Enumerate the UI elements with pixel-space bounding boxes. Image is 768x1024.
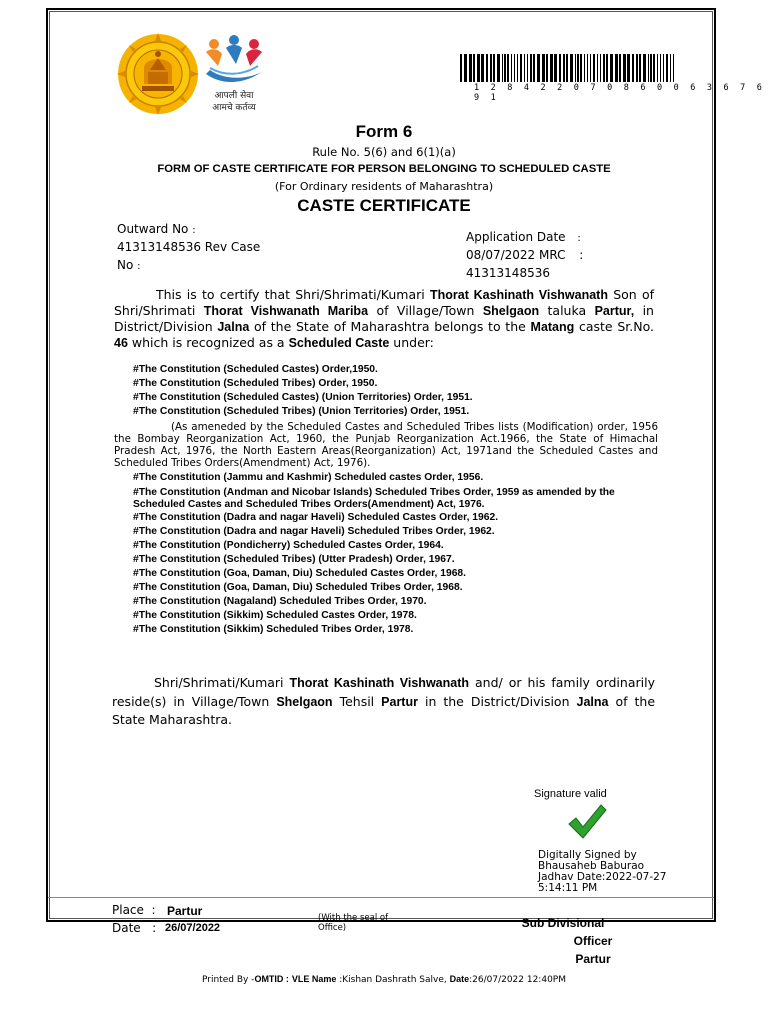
resident-name: Thorat Kashinath Vishwanath	[289, 676, 470, 690]
barcode-bar	[593, 54, 595, 82]
barcode-bar	[670, 54, 671, 82]
barcode-bar	[663, 54, 664, 82]
form-description: FORM OF CASTE CERTIFICATE FOR PERSON BELONGING TO SCHEDULED CASTE	[157, 163, 611, 175]
barcode-bar	[507, 54, 509, 82]
barcode-bar	[600, 54, 601, 82]
logo-tagline-line2: आमचे कर्तव्य	[212, 103, 256, 113]
barcode-bar	[639, 54, 641, 82]
outward-no-suffix: No :	[117, 258, 141, 272]
order-item: #The Constitution (Goa, Daman, Diu) Scheduled Castes Order, 1968.	[133, 568, 467, 579]
date-label: Date :	[112, 921, 157, 935]
barcode-bar	[615, 54, 618, 82]
applicant-name: Thorat Kashinath Vishwanath	[429, 288, 608, 302]
residence-paragraph: Shri/Shrimati/Kumari Thorat Kashinath Vishwanath and/ or his family ordinarily reside(s) in Village/Town Shelgaon Tehsil Partur in the District/Division Jalna of the State Maharashtra.	[112, 675, 656, 727]
order-item: #The Constitution (Scheduled Tribes) (Union Territories) Order, 1951.	[133, 406, 470, 417]
aaple-sarkar-emblem-icon	[200, 34, 268, 90]
barcode-bar	[511, 54, 512, 82]
barcode-bar	[666, 54, 668, 82]
certification-paragraph: This is to certify that Shri/Shrimati/Kumari Thorat Kashinath Vishwanath Son of Shri/Shrimati Thorat Vishwanath Mariba of Village/Town Shelgaon taluka Partur, in District/Division Jalna of the State of Maharashtra belongs to the Matang caste Sr.No. 46 which is recognized as a Scheduled Caste under:	[114, 287, 654, 350]
barcode-bar	[537, 54, 540, 82]
caste-category: Scheduled Caste	[288, 336, 390, 350]
barcode-bar	[606, 54, 608, 82]
order-item: #The Constitution (Scheduled Tribes) Order, 1950.	[133, 378, 378, 389]
logo-tagline-line1: आपली सेवा	[214, 91, 254, 101]
order-item: #The Constitution (Scheduled Castes) (Union Territories) Order, 1951.	[133, 392, 473, 403]
barcode-bar	[546, 54, 548, 82]
order-item: #The Constitution (Nagaland) Scheduled Tribes Order, 1970.	[133, 596, 427, 607]
outward-no-label: Outward No :	[117, 222, 196, 236]
order-item: #The Constitution (Scheduled Castes) Order,1950.	[133, 364, 378, 375]
barcode-bar	[648, 54, 649, 82]
barcode-bar	[575, 54, 576, 82]
barcode-bar	[533, 54, 535, 82]
serial-number: 46	[114, 336, 128, 350]
rule-number: Rule No. 5(6) and 6(1)(a)	[312, 145, 456, 159]
barcode-bar	[520, 54, 522, 82]
barcode-bar	[653, 54, 655, 82]
date-value: 26/07/2022	[165, 922, 221, 934]
aaple-sarkar-logo	[200, 34, 268, 114]
resident-tehsil: Partur	[381, 694, 418, 709]
district-name: Jalna	[217, 320, 250, 334]
barcode-bar	[469, 54, 472, 82]
barcode-bar	[627, 54, 630, 82]
barcode-bar	[657, 54, 658, 82]
place-value: Partur	[167, 904, 203, 918]
printed-by-line: Printed By -OMTID : VLE Name :Kishan Dashrath Salve, Date:26/07/2022 12:40PM	[202, 974, 566, 985]
barcode-bar	[490, 54, 492, 82]
form-number: Form 6	[355, 122, 413, 141]
barcode-bar	[493, 54, 495, 82]
barcode-bar	[673, 54, 674, 82]
barcode-bar	[464, 54, 467, 82]
amendment-note: (As ameneded by the Scheduled Castes and Scheduled Tribes lists (Modification) order, 1956 the Bombay Reorganization Act, 1960, the Punjab Reorganization Act.1966, the State of Himachal Pradesh Act, 1976, the North Eastern Areas(Reorganization) Act, 1971and the Scheduled Castes and Scheduled Tribes Orders(Amendment) Act, 1976).	[114, 421, 658, 469]
mrc-number: 41313148536	[466, 266, 550, 280]
taluka-name: Partur,	[594, 304, 635, 318]
order-item: #The Constitution (Pondicherry) Scheduled Castes Order, 1964.	[133, 540, 444, 551]
barcode-bar	[563, 54, 565, 82]
barcode-bar	[660, 54, 661, 82]
parent-name: Thorat Vishwanath Mariba	[203, 304, 369, 318]
barcode-bar	[570, 54, 573, 82]
barcode-bar	[584, 54, 585, 82]
barcode-bar	[504, 54, 506, 82]
village-name: Shelgaon	[482, 304, 540, 318]
order-item: #The Constitution (Dadra and nagar Haveli) Scheduled Castes Order, 1962.	[133, 512, 499, 523]
barcode-bar	[650, 54, 652, 82]
issuing-officer: Sub Divisional Officer Partur	[521, 916, 613, 966]
footer-divider	[48, 897, 714, 898]
barcode-bar	[473, 54, 475, 82]
barcode-bar	[619, 54, 621, 82]
barcode-bar	[502, 54, 503, 82]
barcode-bar	[590, 54, 591, 82]
barcode-bar	[632, 54, 634, 82]
caste-name: Matang	[530, 320, 575, 334]
barcode-bar	[527, 54, 528, 82]
barcode-bar	[559, 54, 561, 82]
constitution-orders-list-b	[133, 471, 661, 637]
barcode-number: 1 2 8 4 2 2 0 7 0 8 6 0 0 6 3 6 7 6 9 1	[474, 83, 766, 103]
barcode-bar	[603, 54, 605, 82]
barcode-bar	[550, 54, 553, 82]
barcode-bar	[597, 54, 598, 82]
barcode-bar	[477, 54, 480, 82]
barcode-bar	[481, 54, 484, 82]
barcode-bar	[566, 54, 568, 82]
barcode-bar	[554, 54, 557, 82]
order-item: #The Constitution (Andman and Nicobar Islands) Scheduled Tribes Order, 1959 as amended by the	[133, 487, 615, 498]
place-label: Place :	[112, 903, 156, 917]
office-seal-note: (With the seal of Office)	[318, 913, 389, 933]
order-item: #The Constitution (Sikkim) Scheduled Tribes Order, 1978.	[133, 624, 414, 635]
constitution-orders-list-a	[133, 363, 661, 419]
barcode-bar	[587, 54, 588, 82]
barcode-bar	[517, 54, 518, 82]
residents-note: (For Ordinary residents of Maharashtra)	[274, 180, 494, 193]
outward-no-value: 41313148536 Rev Case	[117, 240, 261, 254]
barcode-bar	[460, 54, 462, 82]
resident-district: Jalna	[576, 694, 609, 709]
application-date-label: Application Date :	[466, 230, 581, 244]
barcode-bar	[580, 54, 582, 82]
application-date-value: 08/07/2022 MRC :	[466, 248, 584, 262]
order-item: #The Constitution (Scheduled Tribes) (Utter Pradesh) Order, 1967.	[133, 554, 455, 565]
order-item: #The Constitution (Sikkim) Scheduled Castes Order, 1978.	[133, 610, 417, 621]
barcode-bar	[524, 54, 525, 82]
order-item: #The Constitution (Goa, Daman, Diu) Scheduled Tribes Order, 1968.	[133, 582, 463, 593]
barcode-bar	[643, 54, 646, 82]
certificate-title: CASTE CERTIFICATE	[297, 196, 471, 215]
barcode-bar	[610, 54, 613, 82]
barcode-bar	[542, 54, 545, 82]
order-item: #The Constitution (Jammu and Kashmir) Scheduled castes Order, 1956.	[133, 472, 484, 483]
maharashtra-seal-logo	[112, 32, 204, 116]
digital-signature-info: Digitally Signed by Bhausaheb Baburao Jadhav Date:2022-07-27 5:14:11 PM	[538, 849, 667, 894]
barcode-bar	[514, 54, 515, 82]
barcode-bar	[486, 54, 488, 82]
barcode-image	[458, 54, 678, 82]
order-item-continued: Scheduled Castes and Scheduled Tribes Orders(Amendment) Act, 1976.	[133, 499, 485, 510]
signature-valid-label: Signature valid	[534, 788, 607, 800]
barcode-bar	[497, 54, 500, 82]
barcode-bar	[636, 54, 638, 82]
barcode-bar	[577, 54, 579, 82]
checkmark-icon	[566, 802, 608, 842]
barcode-bar	[530, 54, 532, 82]
order-item: #The Constitution (Dadra and nagar Haveli) Scheduled Tribes Order, 1962.	[133, 526, 495, 537]
barcode-bar	[623, 54, 626, 82]
resident-village: Shelgaon	[276, 694, 333, 709]
